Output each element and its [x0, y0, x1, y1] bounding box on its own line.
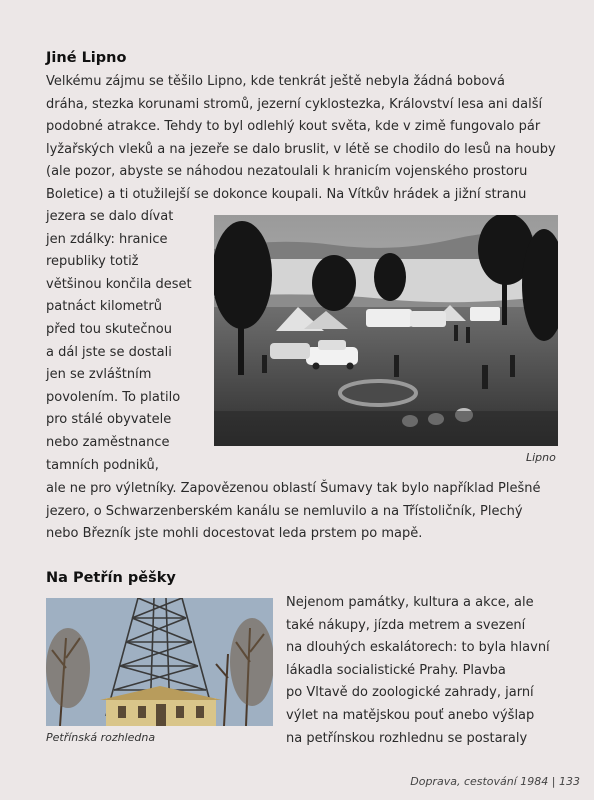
text-line: jen se zvláštním [46, 367, 152, 383]
text-line: povolením. To platilo [46, 389, 181, 405]
text-line: jezera se dalo dívat [46, 209, 174, 224]
text-line: dráha, stezka korunami stromů, jezerní cyklostezka, Království lesa ani další [46, 96, 543, 112]
petrin-photo-caption: Petřínská rozhledna [46, 731, 156, 744]
page-footer: Doprava, cestování 1984 | 133 [410, 775, 580, 788]
text-line: (ale pozor, abyste se náhodou nezatoulali k hranicím vojenského prostoru [46, 164, 528, 180]
text-line: Boletice) a ti otužilejší se dokonce koupali. Na Vítkův hrádek a jižní stranu [46, 186, 527, 202]
text-line: jezero, o Schwarzenberském kanálu se nemluvilo a na Třístoličník, Plechý [46, 503, 523, 519]
lipno-photo [214, 215, 558, 446]
text-line: lyžařských vleků a na jezeře se dalo bruslit, v létě se chodilo do lesů na houby [46, 141, 556, 157]
text-line: většinou končila deset [46, 276, 192, 292]
text-line: pro stálé obyvatele [46, 412, 172, 428]
text-line: jen zdálky: hranice [46, 231, 168, 247]
text-line: na dlouhých eskalátorech: to byla hlavní [286, 640, 550, 656]
text-line: republiky totiž [46, 254, 139, 270]
lipno-photo-caption: Lipno [526, 451, 556, 464]
lipno-paragraph-wrap [46, 206, 192, 477]
text-line: nebo zaměstnance [46, 434, 170, 450]
text-line: před tou skutečnou [46, 321, 172, 337]
petrin-paragraph [286, 592, 550, 750]
text-line: také nákupy, jízda metrem a svezení [286, 617, 526, 633]
text-line: podobné atrakce. Tehdy to byl odlehlý kout světa, kde v zimě fungovalo pár [46, 119, 541, 135]
text-line: na petřínskou rozhlednu se postaraly [286, 730, 528, 746]
lipno-paragraph-bottom [46, 478, 541, 546]
text-line: ale ne pro výletníky. Zapovězenou oblastí Šumavy tak bylo například Plešné [46, 481, 541, 496]
text-line: lákadla socialistické Prahy. Plavba [286, 662, 506, 678]
section-heading-petrin: Na Petřín pěšky [46, 570, 176, 586]
section-heading-lipno: Jiné Lipno [46, 50, 127, 66]
text-line: po Vltavě do zoologické zahrady, jarní [286, 685, 534, 701]
petrin-photo [46, 598, 273, 726]
text-line: patnáct kilometrů [46, 299, 162, 315]
text-line: a dál jste se dostali [46, 344, 172, 360]
lipno-paragraph-top [46, 71, 556, 207]
text-line: nebo Březník jste mohli docestovat leda prstem po mapě. [46, 526, 423, 542]
text-line: tamních podniků, [46, 457, 159, 473]
text-line: Velkému zájmu se těšilo Lipno, kde tenkrát ještě nebyla žádná bobová [46, 74, 505, 89]
text-line: Nejenom památky, kultura a akce, ale [286, 595, 534, 610]
text-line: výlet na matějskou pouť anebo výšlap [286, 707, 535, 723]
